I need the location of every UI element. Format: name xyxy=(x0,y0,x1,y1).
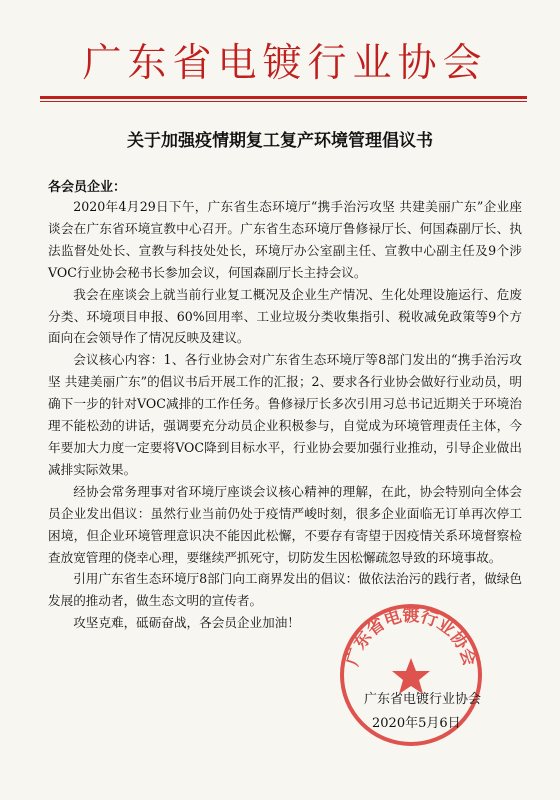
seal-text: 广东省电镀行业协会 xyxy=(342,606,480,669)
letterhead-rule-thick xyxy=(40,96,527,99)
org-letterhead: 广东省电镀行业协会 xyxy=(82,41,488,86)
document-body xyxy=(48,196,522,634)
signature-org: 广东省电镀行业协会 xyxy=(364,692,482,707)
paragraph: 2020年4月29日下午，广东省生态环境厅“携手治污攻坚 共建美丽广东”企业座谈会在广东省环境宣教中心召开。广东省生态环境厅鲁修禄厅长、何国森副厅长、执法监督处处长、宣教与科技处处长，环境厅办公室副主任、宣教中心副主任及9个涉VOC行业协会秘书长参加会议，何国森副厅长主持会议。 xyxy=(48,199,522,280)
paragraph: 引用广东省生态环境厅8部门向工商界发出的倡议：做依法治污的践行者，做绿色发展的推动者，做生态文明的宣传者。 xyxy=(48,571,522,609)
paragraph: 攻坚克难，砥砺奋战，各会员企业加油！ xyxy=(73,615,300,631)
letterhead-rule-thin xyxy=(40,101,527,102)
document-title: 关于加强疫情期复工复产环境管理倡议书 xyxy=(127,131,433,151)
paragraph: 会议核心内容：1、各行业协会对广东省生态环境厅等8部门发出的“携手治污攻坚 共建美丽广东”的倡议书后开展工作的汇报；2、要求各行业协会做好行业动员，明确下一步的针对VOC减排的工作任务。鲁修禄厅长多次引用习总书记近期关于环境治理不能松劲的讲话，强调要充分动员企业积极参与，自觉成为环境管理责任主体，今年要加大力度一定要将VOC降到目标水平，行业协会要加强行业推动，引导企业做出减排实际效果。 xyxy=(48,352,522,477)
paragraph: 经协会常务理事对省环境厅座谈会议核心精神的理解，在此，协会特别向全体会员企业发出倡议：虽然行业当前仍处于疫情严峻时刻，很多企业面临无订单再次停工困境，但企业环境管理意识决不能因此松懈，不要存有寄望于因疫情关系环境督察检查放宽管理的侥幸心理，要继续严抓死守，切防发生因松懈疏忽导致的环境事故。 xyxy=(48,483,522,565)
paragraph: 我会在座谈会上就当前行业复工概况及企业生产情况、生化处理设施运行、危废分类、环境项目申报、60%回用率、工业垃圾分类收集指引、税收减免政策等9个方面向在会领导作了情况反映及建议。 xyxy=(48,286,522,346)
salutation: 各会员企业： xyxy=(48,180,127,195)
signature-date: 2020年5月6日 xyxy=(372,716,461,731)
